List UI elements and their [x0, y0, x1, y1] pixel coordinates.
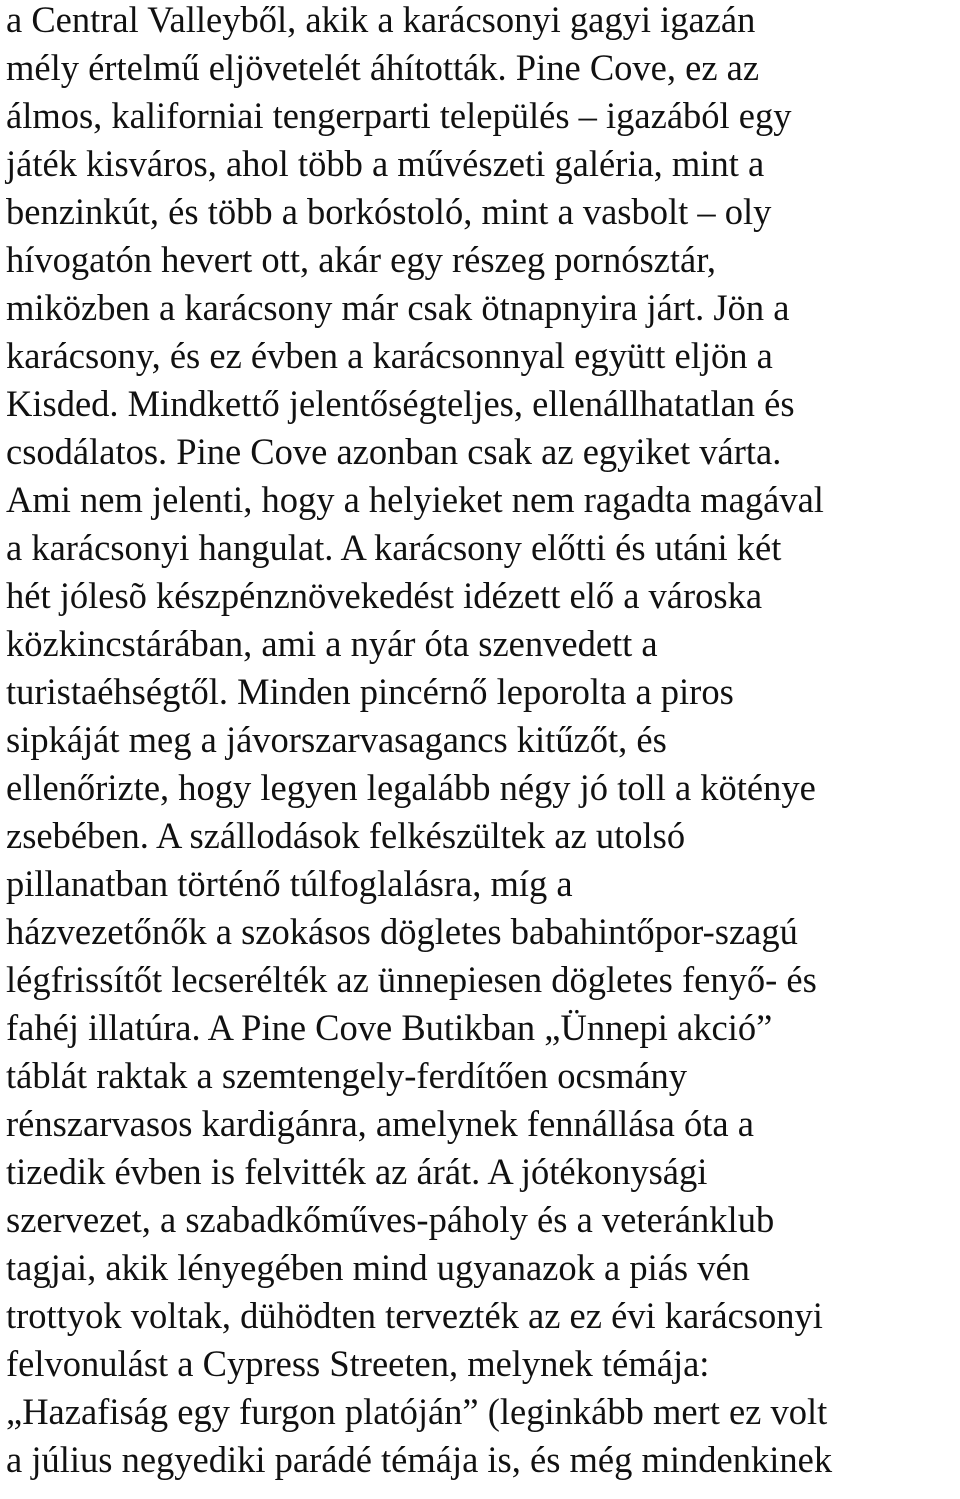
text-line: mély értelmű eljövetelét áhították. Pine Cove, ez az: [6, 47, 760, 88]
text-line: sipkáját meg a jávorszarvasagancs kitűzőt, és: [6, 719, 667, 760]
text-line: miközben a karácsony már csak ötnapnyira járt. Jön a: [6, 287, 790, 328]
text-line: a július negyediki parádé témája is, és még mindenkinek: [6, 1439, 833, 1480]
text-line: házvezetőnők a szokásos dögletes babahintőpor-szagú: [6, 911, 798, 952]
text-line: csodálatos. Pine Cove azonban csak az egyiket várta.: [6, 431, 782, 472]
text-line: álmos, kaliforniai tengerparti település – igazából egy: [6, 95, 792, 136]
text-line: rénszarvasos kardigánra, amelynek fennállása óta a: [6, 1103, 754, 1144]
text-line: légfrissítőt lecserélték az ünnepiesen dögletes fenyő- és: [6, 959, 817, 1000]
text-line: zsebében. A szállodások felkészültek az utolsó: [6, 815, 686, 856]
text-line: játék kisváros, ahol több a művészeti galéria, mint a: [6, 143, 765, 184]
text-line: a karácsonyi hangulat. A karácsony előtti és utáni két: [6, 527, 782, 568]
text-line: Kisded. Mindkettő jelentőségteljes, ellenállhatatlan és: [6, 383, 795, 424]
text-line: ellenőrizte, hogy legyen legalább négy jó toll a kötényе: [6, 767, 816, 808]
text-line: a Central Valleyből, akik a karácsonyi gagyi igazán: [6, 0, 756, 40]
text-line: szervezet, a szabadkőműves-páholy és a veteránklub: [6, 1199, 775, 1240]
text-line: pillanatban történő túlfoglalásra, míg a: [6, 863, 573, 904]
text-line: felvonulást a Cypress Streeten, melynek témája:: [6, 1343, 710, 1384]
text-line: hívogatón hevert ott, akár egy részeg pornósztár,: [6, 239, 717, 280]
text-line: „Hazafiság egy furgon platóján” (leginkább mert ez volt: [6, 1391, 828, 1432]
text-line: benzinkút, és több a borkóstoló, mint a vasbolt – oly: [6, 191, 772, 232]
text-line: turistaéhségtől. Minden pincérnő leporolta a piros: [6, 671, 734, 712]
text-line: fahéj illatúra. A Pine Cove Butikban „Ünnepi akció”: [6, 1007, 773, 1048]
text-line: közkincstárában, ami a nyár óta szenvedett a: [6, 623, 658, 664]
text-line: trottyok voltak, dühödten tervezték az ez évi karácsonyi: [6, 1295, 823, 1336]
text-line: Ami nem jelenti, hogy a helyieket nem ragadta magával: [6, 479, 824, 520]
text-line: karácsony, és ez évben a karácsonnyal együtt eljön a: [6, 335, 773, 376]
text-line: táblát raktak a szemtengely-ferdítően ocsmány: [6, 1055, 688, 1096]
text-line: hét jólesõ készpénznövekedést idézett elő a városka: [6, 575, 763, 616]
text-line: tizedik évben is felvitték az árát. A jótékonysági: [6, 1151, 708, 1192]
text-line: tagjai, akik lényegében mind ugyanazok a piás vén: [6, 1247, 750, 1288]
